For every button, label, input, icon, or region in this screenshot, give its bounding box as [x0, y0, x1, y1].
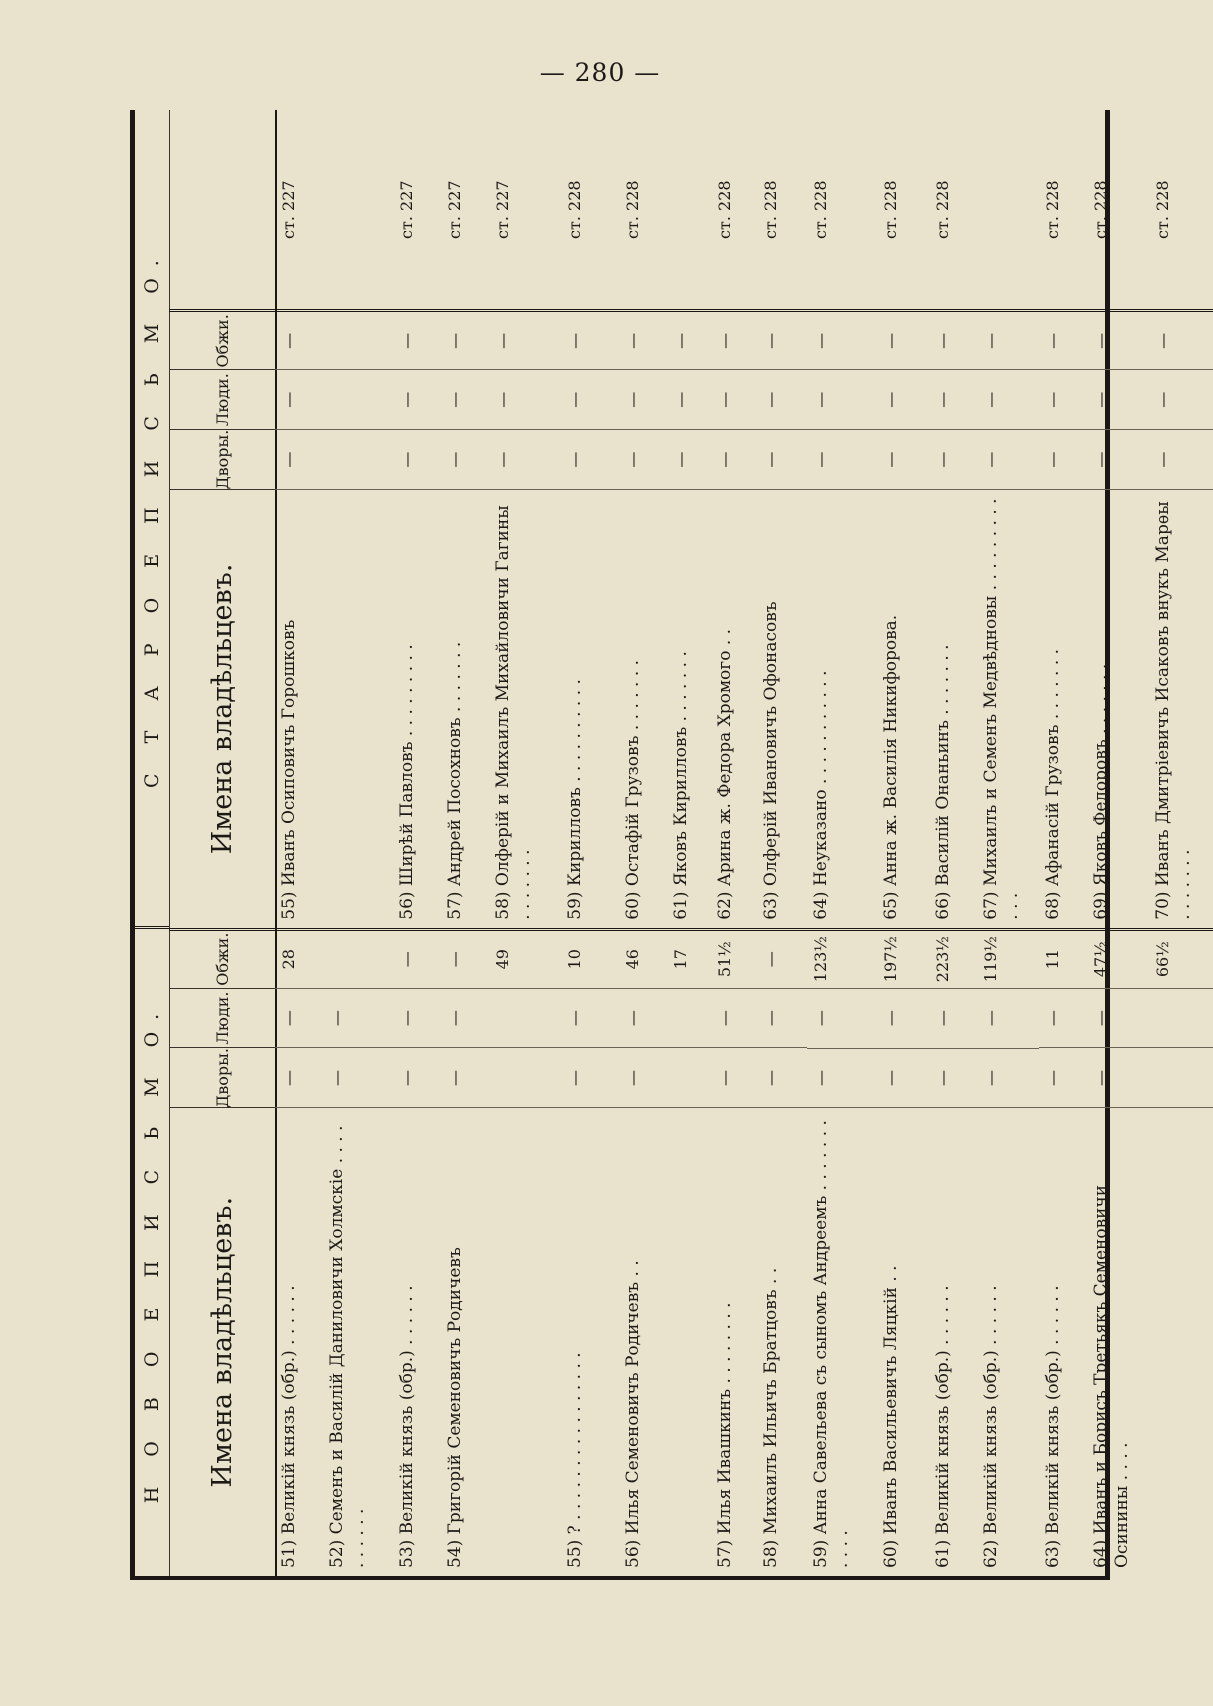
- row-new-lyudi: —: [1039, 988, 1087, 1048]
- row-old-obzh: —: [489, 309, 561, 369]
- row-new-obzh: 17: [667, 928, 711, 988]
- row-old-dvor: —: [711, 429, 757, 489]
- header-names-new: Имена владѣльцевъ.: [169, 1107, 275, 1576]
- header-obzh-old: Обжи.: [169, 309, 275, 369]
- row-ref: ст. 228: [1091, 180, 1110, 239]
- row-old-lyudi: —: [757, 369, 807, 429]
- row-old-lyudi: —: [1149, 369, 1213, 429]
- row-ref: ст. 228: [881, 180, 900, 239]
- row-old-lyudi: [323, 369, 393, 429]
- row-new-dvor: —: [757, 1048, 807, 1108]
- row-ref: ст. 228: [811, 180, 830, 239]
- row-new-obzh: —: [757, 928, 807, 988]
- table-row: [977, 110, 1039, 1576]
- row-old-name: 62) Арина ж. Федора Хромого . .: [711, 489, 757, 928]
- row-new-dvor: —: [877, 1048, 929, 1108]
- row-new-name: 52) Семенъ и Василій Даниловичи Холмскіе . . . . . . . . . .: [323, 1107, 393, 1576]
- row-new-name: 59) Анна Савельева съ сыномъ Андреемъ . . . . . . . . . . .: [807, 1107, 877, 1576]
- table-row: [393, 110, 441, 1576]
- row-new-dvor: —: [441, 1048, 489, 1108]
- row-old-name: 63) Олферій Ивановичъ Офонасовъ: [757, 489, 807, 928]
- row-old-name: 61) Яковъ Кирилловъ . . . . . . .: [667, 489, 711, 928]
- row-old-lyudi: —: [807, 369, 877, 429]
- row-new-name: 58) Михаилъ Ильичъ Братцовъ . .: [757, 1107, 807, 1576]
- row-old-obzh: —: [977, 309, 1039, 369]
- row-old-obzh: —: [807, 309, 877, 369]
- row-old-dvor: —: [489, 429, 561, 489]
- row-old-lyudi: —: [441, 369, 489, 429]
- table-row: [877, 110, 929, 1576]
- table-row: [1039, 110, 1087, 1576]
- row-old-obzh: [323, 309, 393, 369]
- row-old-dvor: —: [561, 429, 619, 489]
- row-old-obzh: —: [393, 309, 441, 369]
- row-new-dvor: [489, 1048, 561, 1108]
- row-new-dvor: —: [323, 1048, 393, 1108]
- row-old-lyudi: —: [619, 369, 667, 429]
- row-new-lyudi: —: [561, 988, 619, 1048]
- row-old-dvor: —: [757, 429, 807, 489]
- table-row: [929, 110, 977, 1576]
- header-ref: [169, 110, 275, 309]
- table-row: [807, 110, 877, 1576]
- row-old-obzh: —: [275, 309, 323, 369]
- row-new-name: 61) Великій князь (обр.) . . . . . .: [929, 1107, 977, 1576]
- row-old-name: 56) Ширѣй Павловъ . . . . . . . . .: [393, 489, 441, 928]
- table-row: [1149, 110, 1213, 1576]
- row-new-name: 57) Илья Ивашкинъ . . . . . . . .: [711, 1107, 757, 1576]
- row-ref: ст. 227: [445, 180, 464, 239]
- row-new-lyudi: —: [1087, 988, 1149, 1048]
- row-old-lyudi: —: [929, 369, 977, 429]
- row-new-dvor: —: [275, 1048, 323, 1108]
- row-new-lyudi: —: [275, 988, 323, 1048]
- row-old-obzh: —: [619, 309, 667, 369]
- row-old-dvor: —: [441, 429, 489, 489]
- row-new-dvor: —: [929, 1048, 977, 1108]
- row-new-lyudi: —: [393, 988, 441, 1048]
- table-row: [275, 110, 323, 1576]
- row-old-name: 67) Михаилъ и Семенъ Медвѣдновы . . . . . . . . . . . .: [977, 489, 1039, 928]
- table-row: [757, 110, 807, 1576]
- row-old-name: 69) Яковъ Федоровъ . . . . . . .: [1087, 489, 1149, 928]
- row-old-lyudi: —: [393, 369, 441, 429]
- row-new-lyudi: —: [929, 988, 977, 1048]
- row-old-name: 58) Олферій и Михаилъ Михайловичи Гагины . . . . . . .: [489, 489, 561, 928]
- row-new-lyudi: [667, 988, 711, 1048]
- row-old-lyudi: —: [1039, 369, 1087, 429]
- row-new-lyudi: —: [441, 988, 489, 1048]
- row-new-lyudi: —: [619, 988, 667, 1048]
- row-ref: [667, 110, 711, 309]
- row-new-obzh: 10: [561, 928, 619, 988]
- row-ref: ст. 228: [1043, 180, 1062, 239]
- row-old-lyudi: —: [561, 369, 619, 429]
- header-dvor-new: Дворы.: [169, 1047, 275, 1107]
- row-old-obzh: —: [711, 309, 757, 369]
- row-old-name: 59) Кирилловъ . . . . . . . . . .: [561, 489, 619, 928]
- row-old-dvor: —: [619, 429, 667, 489]
- row-old-name: 64) Неуказано . . . . . . . . . . .: [807, 489, 877, 928]
- row-new-name: 55) ? . . . . . . . . . . . . . . . .: [561, 1107, 619, 1576]
- row-new-dvor: —: [977, 1048, 1039, 1108]
- row-new-name: 51) Великій князь (обр.) . . . . . .: [275, 1107, 323, 1576]
- row-old-dvor: —: [393, 429, 441, 489]
- row-new-lyudi: [489, 988, 561, 1048]
- row-ref: [977, 110, 1039, 309]
- row-new-lyudi: —: [757, 988, 807, 1048]
- row-new-name: 64) Иванъ и Борисъ Третьякъ Семеновичи Осинины . . . .: [1087, 1107, 1149, 1576]
- row-old-dvor: —: [877, 429, 929, 489]
- section-header-row: [135, 110, 170, 1576]
- row-old-dvor: —: [667, 429, 711, 489]
- row-new-obzh: —: [441, 928, 489, 988]
- row-new-obzh: 123½: [807, 928, 877, 988]
- row-new-lyudi: —: [711, 988, 757, 1048]
- section-new-letter: Н О В О Е П И С Ь М О.: [135, 926, 169, 1576]
- row-old-obzh: —: [561, 309, 619, 369]
- table-row: [1087, 110, 1149, 1576]
- row-new-obzh: 11: [1039, 928, 1087, 988]
- row-new-lyudi: [1149, 988, 1213, 1048]
- section-old-letter: С Т А Р О Е П И С Ь М О.: [141, 248, 163, 788]
- row-new-name: [1149, 1107, 1213, 1576]
- row-old-lyudi: —: [1087, 369, 1149, 429]
- row-new-obzh: 28: [275, 928, 323, 988]
- header-lyudi-new: Люди.: [169, 988, 275, 1048]
- row-old-dvor: —: [1039, 429, 1087, 489]
- row-ref: ст. 228: [1153, 180, 1172, 239]
- row-old-obzh: —: [877, 309, 929, 369]
- row-new-obzh: 223½: [929, 928, 977, 988]
- row-old-lyudi: —: [275, 369, 323, 429]
- table-row: [323, 110, 393, 1576]
- row-new-dvor: —: [1087, 1048, 1149, 1108]
- row-old-obzh: —: [667, 309, 711, 369]
- land-register-table: [130, 110, 1195, 1580]
- row-old-name: 68) Афанасій Грузовъ . . . . . . .: [1039, 489, 1087, 928]
- row-ref: ст. 227: [397, 180, 416, 239]
- row-ref: ст. 227: [493, 180, 512, 239]
- row-new-lyudi: —: [807, 988, 877, 1048]
- row-new-name: 62) Великій князь (обр.) . . . . . .: [977, 1107, 1039, 1576]
- row-new-name: 60) Иванъ Васильевичъ Ляцкій . .: [877, 1107, 929, 1576]
- row-new-dvor: —: [619, 1048, 667, 1108]
- header-obzh-new: Обжи.: [169, 928, 275, 988]
- row-old-obzh: —: [1039, 309, 1087, 369]
- row-old-name: 65) Анна ж. Василія Никифорова.: [877, 489, 929, 928]
- row-new-dvor: —: [561, 1048, 619, 1108]
- row-new-name: 54) Григорій Семеновичъ Родичевъ: [441, 1107, 489, 1576]
- row-old-lyudi: —: [977, 369, 1039, 429]
- table-body: [275, 110, 1195, 1576]
- row-new-dvor: —: [393, 1048, 441, 1108]
- row-old-obzh: —: [1149, 309, 1213, 369]
- row-new-name: [667, 1107, 711, 1576]
- row-new-name: 56) Илья Семеновичъ Родичевъ . .: [619, 1107, 667, 1576]
- row-old-lyudi: —: [711, 369, 757, 429]
- row-old-obzh: —: [929, 309, 977, 369]
- row-old-obzh: —: [757, 309, 807, 369]
- row-new-obzh: 119½: [977, 928, 1039, 988]
- row-ref: ст. 228: [623, 180, 642, 239]
- table-row: [711, 110, 757, 1576]
- page-number: — 280 —: [539, 58, 661, 87]
- row-old-obzh: —: [1087, 309, 1149, 369]
- row-new-obzh: 47½: [1087, 928, 1149, 988]
- table-row: [489, 110, 561, 1576]
- row-new-lyudi: —: [877, 988, 929, 1048]
- table-row: [561, 110, 619, 1576]
- row-new-name: 63) Великій князь (обр.) . . . . . .: [1039, 1107, 1087, 1576]
- row-old-dvor: —: [275, 429, 323, 489]
- table-row: [667, 110, 711, 1576]
- row-old-dvor: —: [1087, 429, 1149, 489]
- row-new-dvor: —: [1039, 1048, 1087, 1108]
- row-new-dvor: [1149, 1048, 1213, 1108]
- row-old-lyudi: —: [667, 369, 711, 429]
- row-ref: ст. 227: [279, 180, 298, 239]
- row-ref: ст. 228: [933, 180, 952, 239]
- column-header-row: [169, 110, 277, 1576]
- row-new-obzh: 51½: [711, 928, 757, 988]
- row-new-lyudi: —: [977, 988, 1039, 1048]
- row-old-name: [323, 489, 393, 928]
- row-new-obzh: 46: [619, 928, 667, 988]
- row-new-name: 53) Великій князь (обр.) . . . . . .: [393, 1107, 441, 1576]
- row-new-obzh: 197½: [877, 928, 929, 988]
- row-old-name: 66) Василій Онаньинъ . . . . . . .: [929, 489, 977, 928]
- row-ref: ст. 228: [715, 180, 734, 239]
- row-old-lyudi: —: [489, 369, 561, 429]
- header-dvor-old: Дворы.: [169, 429, 275, 489]
- header-names-old: Имена владѣльцевъ.: [169, 489, 275, 928]
- table-row: [441, 110, 489, 1576]
- row-new-dvor: —: [711, 1048, 757, 1108]
- row-old-dvor: —: [1149, 429, 1213, 489]
- row-old-name: 60) Остафій Грузовъ . . . . . . .: [619, 489, 667, 928]
- table-row: [619, 110, 667, 1576]
- row-old-name: 70) Иванъ Дмитріевичъ Исаковъ внукъ Марѳы . . . . . . .: [1149, 489, 1213, 928]
- row-old-name: 57) Андрей Посохновъ . . . . . . .: [441, 489, 489, 928]
- row-new-lyudi: —: [323, 988, 393, 1048]
- row-old-lyudi: —: [877, 369, 929, 429]
- row-ref: [323, 110, 393, 309]
- row-old-dvor: [323, 429, 393, 489]
- header-lyudi-old: Люди.: [169, 369, 275, 429]
- row-new-obzh: 49: [489, 928, 561, 988]
- row-ref: ст. 228: [565, 180, 584, 239]
- row-new-name: [489, 1107, 561, 1576]
- row-new-dvor: —: [807, 1048, 877, 1108]
- row-old-name: 55) Иванъ Осиповичъ Горошковъ: [275, 489, 323, 928]
- row-old-dvor: —: [807, 429, 877, 489]
- row-new-obzh: —: [393, 928, 441, 988]
- row-ref: ст. 228: [761, 180, 780, 239]
- row-old-obzh: —: [441, 309, 489, 369]
- row-old-dvor: —: [977, 429, 1039, 489]
- row-new-obzh: 66½: [1149, 928, 1213, 988]
- row-new-dvor: [667, 1048, 711, 1108]
- row-new-obzh: [323, 928, 393, 988]
- row-old-dvor: —: [929, 429, 977, 489]
